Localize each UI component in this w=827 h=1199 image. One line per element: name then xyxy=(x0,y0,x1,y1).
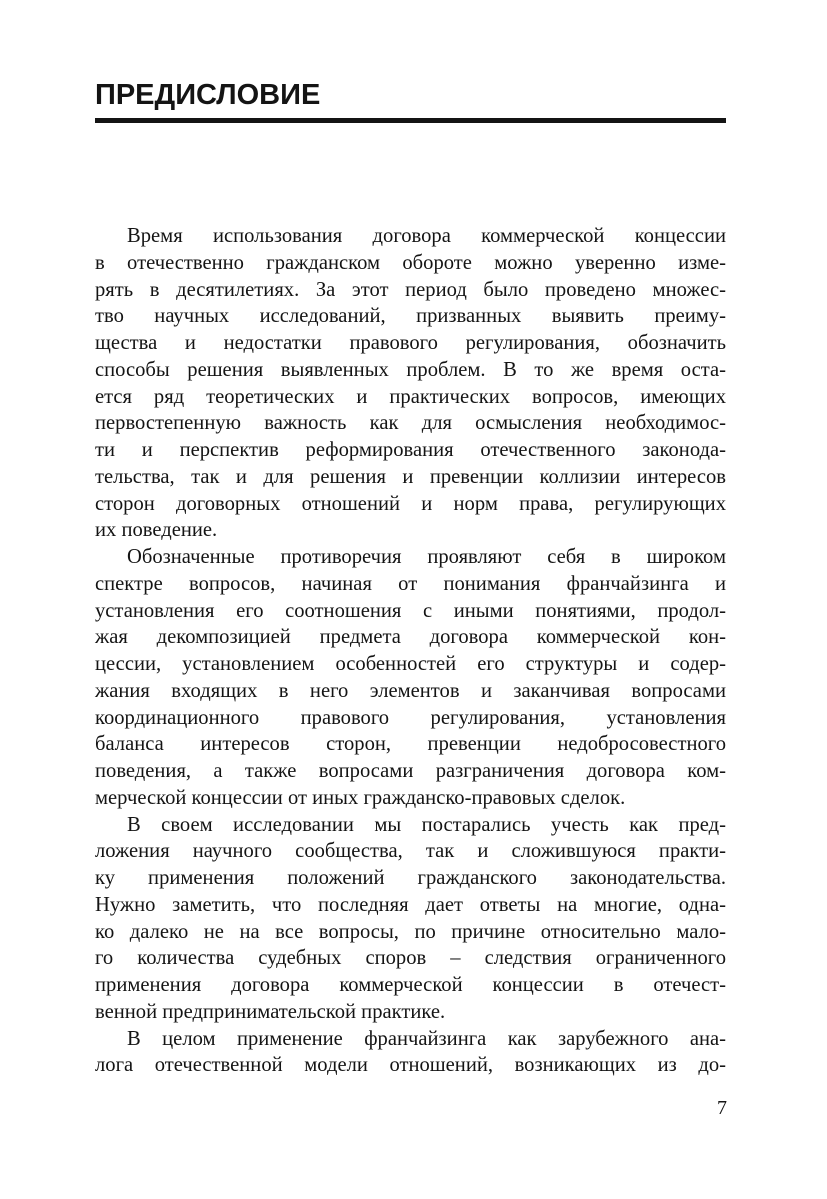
paragraph xyxy=(95,1026,726,1080)
text-line: жая декомпозицией предмета договора коммерческой кон- xyxy=(95,626,726,649)
text-line: их поведение. xyxy=(95,519,218,542)
page-heading: ПРЕДИСЛОВИЕ xyxy=(95,79,321,111)
text-line: Обозначенные противоречия проявляют себя в широком xyxy=(127,546,726,568)
text-line: лога отечественной модели отношений, возникающих из до- xyxy=(95,1054,726,1077)
text-line: ложения научного сообщества, так и сложившуюся практи- xyxy=(95,840,726,863)
text-line: ется ряд теоретических и практических вопросов, имеющих xyxy=(95,385,726,408)
text-line: тво научных исследований, призванных выявить преиму- xyxy=(95,305,726,328)
text-line: ко далеко не на все вопросы, по причине относительно мало- xyxy=(95,920,726,943)
text-line: щества и недостатки правового регулирования, обозначить xyxy=(95,332,726,354)
text-line: поведения, а также вопросами разграничения договора ком- xyxy=(95,760,726,782)
text-line: установления его соотношения с иными понятиями, продол- xyxy=(95,599,726,622)
paragraph xyxy=(95,223,726,544)
body-text xyxy=(95,223,726,1079)
text-line: координационного правового регулирования, установления xyxy=(95,706,726,729)
text-line: мерческой концессии от иных гражданско-правовых сделок. xyxy=(95,786,626,809)
text-line: тельства, так и для решения и превенции коллизии интересов xyxy=(95,465,726,488)
text-line: жания входящих в него элементов и заканчивая вопросами xyxy=(95,679,726,702)
text-line: В целом применение франчайзинга как зарубежного ана- xyxy=(127,1027,726,1050)
paragraph xyxy=(95,812,726,1026)
text-line: ти и перспектив реформирования отечественного законода- xyxy=(95,439,726,461)
text-line: сторон договорных отношений и норм права, регулирующих xyxy=(95,492,726,515)
text-line: В своем исследовании мы постарались учесть как пред- xyxy=(127,813,726,836)
page-number: 7 xyxy=(717,1097,727,1119)
text-line: первостепенную важность как для осмысления необходимос- xyxy=(95,412,726,435)
text-line: Нужно заметить, что последняя дает ответы на многие, одна- xyxy=(95,893,726,916)
text-line: рять в десятилетиях. За этот период было проведено множес- xyxy=(95,278,726,301)
heading-underline xyxy=(95,118,726,123)
text-line: го количества судебных споров – следствия ограниченного xyxy=(95,947,726,970)
text-line: баланса интересов сторон, превенции недобросовестного xyxy=(95,733,726,756)
text-line: применения договора коммерческой концессии в отечест- xyxy=(95,974,726,996)
text-line: способы решения выявленных проблем. В то же время оста- xyxy=(95,358,726,381)
text-line: цессии, установлением особенностей его структуры и содер- xyxy=(95,653,726,675)
text-line: ку применения положений гражданского законодательства. xyxy=(95,867,726,889)
text-line: Время использования договора коммерческой концессии xyxy=(127,225,726,247)
text-line: венной предпринимательской практике. xyxy=(95,1000,446,1023)
text-line: спектре вопросов, начиная от понимания франчайзинга и xyxy=(95,572,726,595)
text-line: в отечественно гражданском обороте можно уверенно изме- xyxy=(95,251,726,274)
paragraph xyxy=(95,544,726,812)
